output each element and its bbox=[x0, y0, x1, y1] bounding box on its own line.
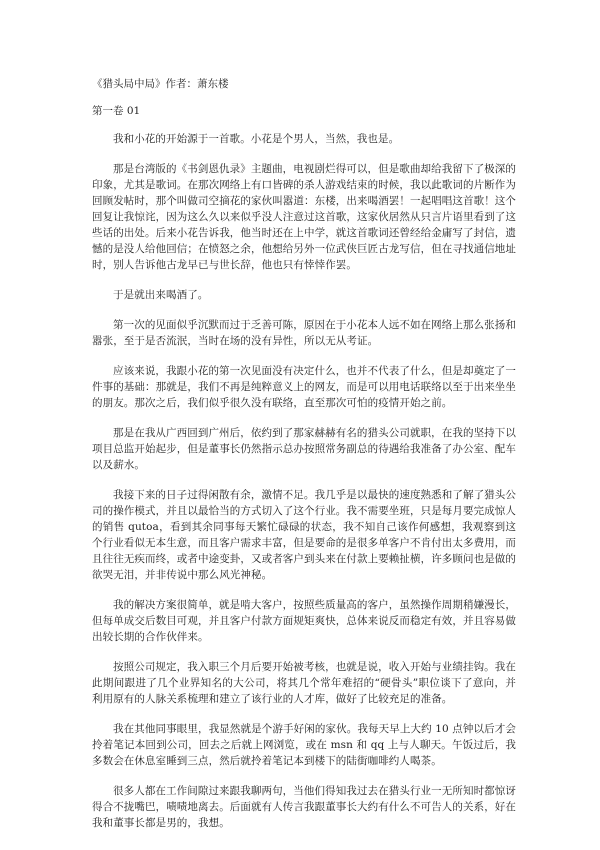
paragraph: 那是在我从广西回到广州后，依约到了那家赫赫有名的猎头公司就职，在我的坚持下以项目总监开始起步，但是董事长仍然指示总办按照常务副总的待遇给我准备了办公室、配车以及薪水。 bbox=[92, 427, 516, 471]
paragraph: 第一次的见面似乎沉默而过于乏善可陈，原因在于小花本人远不如在网络上那么张扬和嚣张，至于是否流泯，当时在场的没有异性，所以无从考证。 bbox=[92, 319, 516, 347]
paragraph: 很多人都在工作间隙过来跟我聊两句，当他们得知我过去在猎头行业一无所知时都惊讶得合不拢嘴巴，啧啧地离去。后面就有人传言我跟董事长大约有什么不可告人的关系，好在我和董事长都是男的，我想。 bbox=[92, 785, 516, 829]
paragraph: 我和小花的开始源于一首歌。小花是个男人，当然，我也是。 bbox=[113, 133, 400, 145]
paragraph: 我的解决方案很简单，就是啃大客户，按照些质量高的客户，虽然操作周期稍嫌漫长，但每单成交后数目可观，并且客户付款方面规矩爽快，总体来说反而稳定有效，并且容易做出较长期的合作伙伴来。 bbox=[92, 599, 516, 643]
paragraph: 应该来说，我跟小花的第一次见面没有决定什么，也并不代表了什么，但是却奠定了一件事的基础：那就是，我们不再是纯粹意义上的网友，而是可以用电话联络以至于出来坐坐的朋友。那次之后，我们似乎很久没有联络，直至那次可怕的疫情开始之前。 bbox=[92, 365, 516, 409]
document-page bbox=[92, 77, 516, 845]
paragraph: 我在其他同事眼里，我显然就是个游手好闲的家伙。我每天早上大约 10 点钟以后才会拎着笔记本回到公司，回去之后就上网浏览，或在 msn 和 qq 上与人聊天。午饭过后，我多数会在休息室睡到三点，然后就拎着笔记本到楼下的陆街咖啡约人喝茶。 bbox=[92, 723, 516, 767]
volume-heading: 第一卷 01 bbox=[92, 105, 141, 117]
paragraph: 于是就出来喝酒了。 bbox=[113, 289, 209, 301]
document-title: 《猎头局中局》作者：萧东楼 bbox=[92, 78, 229, 90]
paragraph: 按照公司规定，我入职三个月后要开始被考核，也就是说，收入开始与业绩挂钩。我在此期间跟进了几个业界知名的大公司，将其几个常年难招的“硬骨头”职位谈下了意向，并利用原有的人脉关系梳理和建立了该行业的人才库，做好了比较充足的准备。 bbox=[92, 661, 516, 705]
paragraph: 我接下来的日子过得闲散有余，激情不足。我几乎是以最快的速度熟悉和了解了猎头公司的操作模式，并且以最恰当的方式切入了这个行业。我不需要坐班，只是每月要完成惊人的销售 qutoa，看到其余同事每天繁忙碌碌的状态，我不知自己该作何感想，我观察到这个行业看似无本生意，而且客户需求丰富，但是要命的是很多单客户不肯付出太多费用，而且往往无疾而终，或者中途变卦，又或者客户到头来在付款上要赖扯横，许多顾问也是做的欲哭无泪，并非传说中那么风光神秘。 bbox=[92, 489, 516, 581]
paragraph: 那是台湾版的《书剑恩仇录》主题曲，电视剧烂得可以，但是歌曲却给我留下了极深的印象，尤其是歌词。在那次网络上有口皆碑的杀人游戏结束的时候，我以此歌词的片断作为回顾发帖时，那个叫做司空摘花的家伙叫嚣道：东楼，出来喝酒罢！一起唱唱这首歌！这个回复让我惊诧，因为这么久以来似乎没人注意过这首歌，这家伙居然从只言片语里看到了这些话的出处。后来小花告诉我，他当时还在上中学，就这首歌词还曾经给金庸写了封信，遗憾的是没人给他回信；在愤怒之余，他想给另外一位武侠巨匠古龙写信，但在寻找通信地址时，别人告诉他古龙早已与世长辞，他也只有悻悻作罢。 bbox=[92, 163, 516, 271]
